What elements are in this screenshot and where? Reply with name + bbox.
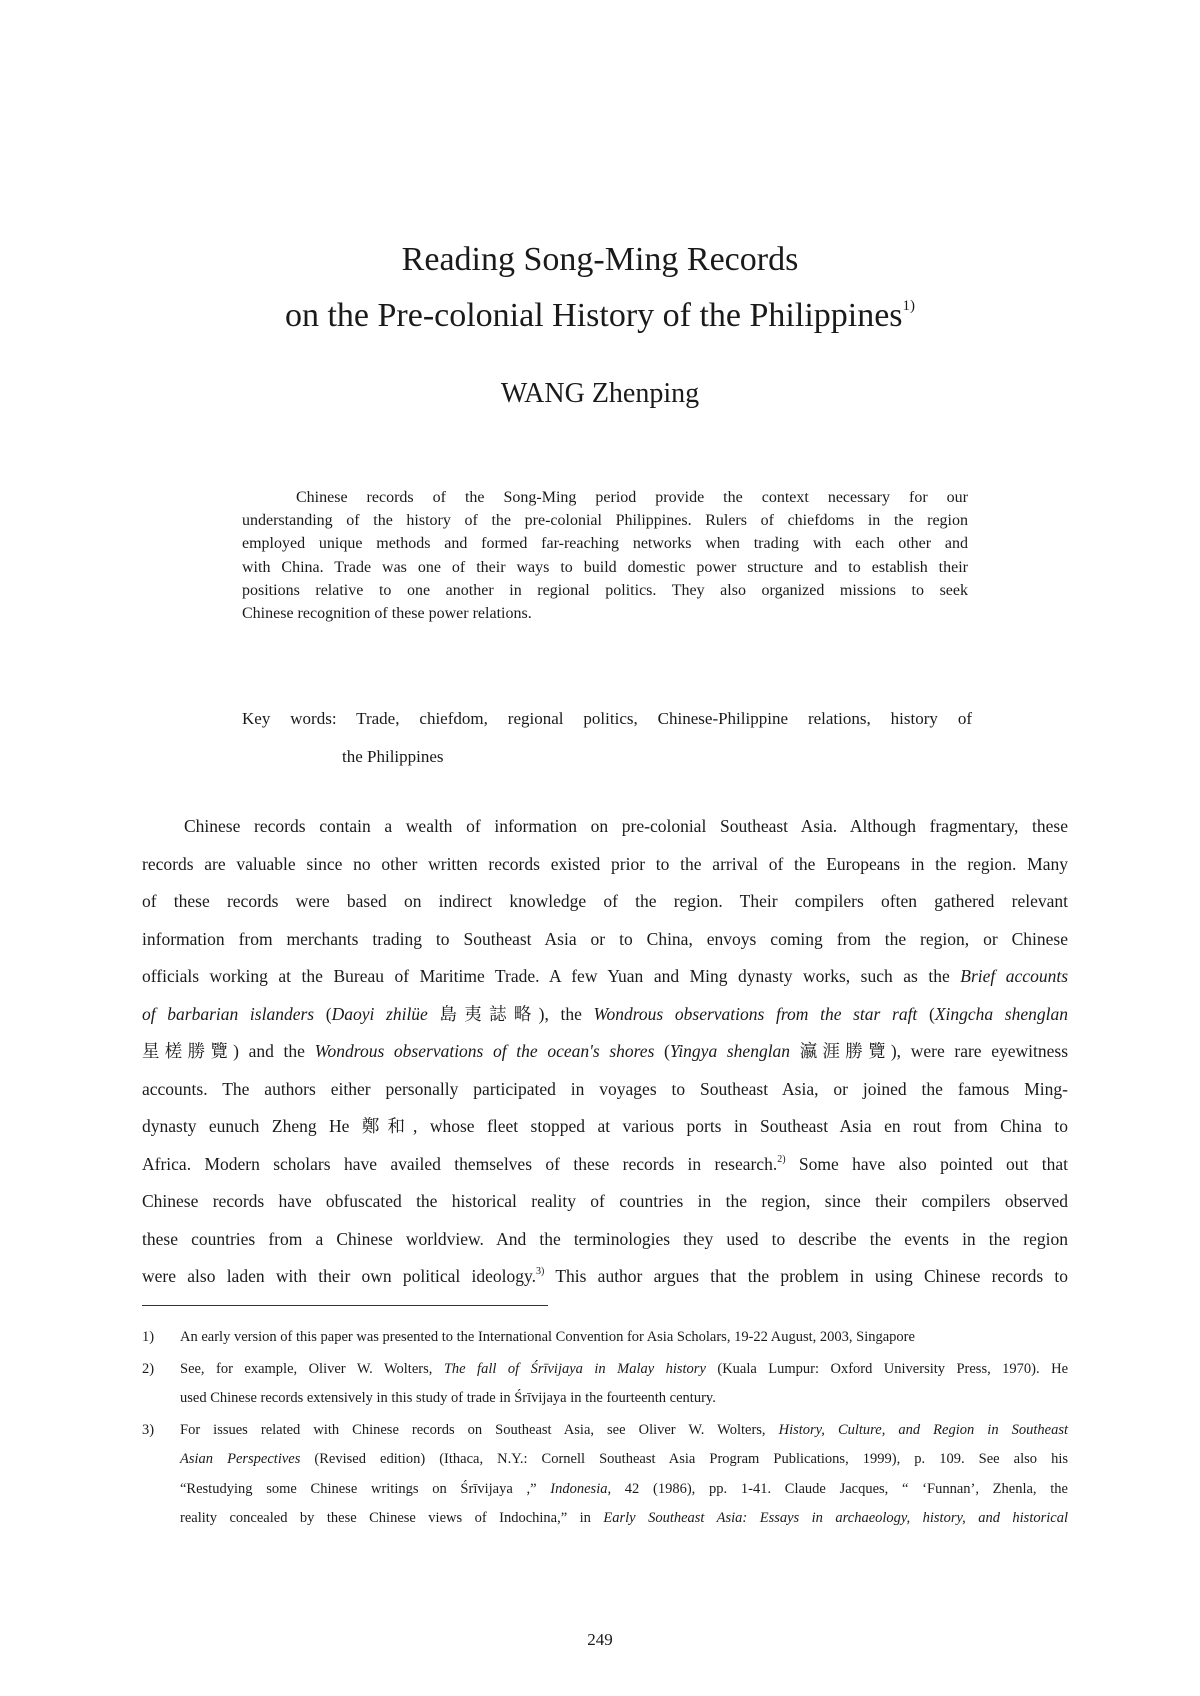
book-title: of barbarian islanders xyxy=(142,1003,315,1024)
body-text-run: This author argues that the problem in using Chinese records to xyxy=(544,1266,1069,1286)
abstract-line: understanding of the history of the pre-colonial Philippines. Rulers of chiefdoms in the region xyxy=(242,512,968,530)
book-title: The fall of Śrīvijaya in Malay history xyxy=(443,1360,706,1377)
book-title: History, Culture, and Region in Southeast xyxy=(778,1421,1068,1438)
footnote-text-run: , 42 (1986), pp. 1-41. Claude Jacques, “ ‘Funnan’, Zhenla, the xyxy=(607,1480,1068,1497)
body-text-run: Some have also pointed out that xyxy=(785,1153,1068,1174)
body-text-run: officials working at the Bureau of Maritime Trade. A few Yuan and Ming dynasty works, such as the xyxy=(142,966,961,986)
footnote-2 xyxy=(142,1355,1068,1414)
book-title: Brief accounts xyxy=(960,966,1069,986)
page-number: 249 xyxy=(587,1630,613,1649)
footnote-line: used Chinese records extensively in this study of trade in Śrīvijaya in the fourteenth century. xyxy=(180,1390,716,1406)
book-title: Early Southeast Asia: Essays in archaeology, history, and historical xyxy=(603,1510,1068,1526)
keywords xyxy=(242,700,972,776)
body-text-run: Africa. Modern scholars have availed themselves of these records in research. xyxy=(142,1153,778,1174)
book-romanization: Yingya shenglan xyxy=(669,1041,791,1061)
body-line xyxy=(142,1146,1068,1184)
abstract-line: employed unique methods and formed far-reaching networks when trading with each other and xyxy=(242,535,968,553)
book-title: Asian Perspectives xyxy=(180,1451,301,1467)
body-text-run: 島夷誌略), the xyxy=(427,1003,594,1024)
footnote-divider xyxy=(142,1305,548,1306)
body-line: accounts. The authors either personally participated in voyages to Southeast Asia, or joined the famous Ming- xyxy=(142,1078,1068,1099)
paper-title-line-2 xyxy=(120,288,1080,344)
abstract-line: with China. Trade was one of their ways to build domestic power structure and to establish their xyxy=(242,558,968,576)
body-line: information from merchants trading to Southeast Asia or to China, envoys coming from the region, or Chinese xyxy=(142,928,1068,949)
footnote-line xyxy=(180,1416,1068,1446)
body-text-run: ( xyxy=(654,1041,670,1061)
body-line xyxy=(142,1258,1068,1296)
footnote-line xyxy=(180,1445,1068,1475)
body-text-run: ( xyxy=(314,1003,332,1024)
footnote-line xyxy=(180,1504,1068,1534)
footnote-text-run: (Kuala Lumpur: Oxford University Press, 1970). He xyxy=(705,1360,1068,1377)
footnote-text-run: For issues related with Chinese records on Southeast Asia, see Oliver W. Wolters, xyxy=(180,1421,779,1438)
body-line: of these records were based on indirect knowledge of the region. Their compilers often gathered relevant xyxy=(142,891,1068,911)
body-line: records are valuable since no other written records existed prior to the arrival of the Europeans in the region. Many xyxy=(142,853,1068,874)
body-line: Chinese records contain a wealth of information on pre-colonial Southeast Asia. Although fragmentary, these xyxy=(184,816,1068,836)
footnote-line xyxy=(180,1355,1068,1385)
body-line xyxy=(142,958,1068,996)
paper-title-line-1 xyxy=(120,232,1080,288)
body-line: Chinese records have obfuscated the historical reality of countries in the region, since their compilers observed xyxy=(142,1191,1068,1211)
book-title: Wondrous observations of the ocean's shores xyxy=(314,1041,655,1061)
footnote-text-run: See, for example, Oliver W. Wolters, xyxy=(180,1360,444,1377)
book-title: Wondrous observations from the star raft xyxy=(593,1003,918,1024)
abstract xyxy=(242,486,968,625)
body-text-run: 瀛涯勝覽), were rare eyewitness xyxy=(790,1041,1069,1061)
footnote-text-run: “Restudying some Chinese writings on Śrīvijaya ,” xyxy=(180,1480,551,1497)
keywords-line-2: the Philippines xyxy=(342,747,444,766)
footnote-number: 1) xyxy=(142,1329,155,1345)
body-text-run: were also laden with their own political ideology. xyxy=(142,1266,537,1286)
body-line: dynasty eunuch Zheng He 鄭和, whose fleet stopped at various ports in Southeast Asia en rout from China to xyxy=(142,1116,1068,1136)
footnote-text-run: reality concealed by these Chinese views of Indochina,” in xyxy=(180,1510,604,1526)
book-romanization: Daoyi zhilüe xyxy=(331,1003,428,1024)
footnote-number: 2) xyxy=(142,1360,155,1377)
body-line: these countries from a Chinese worldview. And the terminologies they used to describe the events in the region xyxy=(142,1228,1068,1249)
footnote-number: 3) xyxy=(142,1421,155,1438)
title-text-2: on the Pre-colonial History of the Philippines xyxy=(284,297,903,334)
footnote-3 xyxy=(142,1416,1068,1534)
abstract-line: Chinese records of the Song-Ming period provide the context necessary for our xyxy=(296,489,968,506)
footnote-text-run: (Revised edition) (Ithaca, N.Y.: Cornell Southeast Asia Program Publications, 1999), p. 109. See also his xyxy=(300,1451,1068,1467)
body-paragraph xyxy=(142,808,1068,1296)
body-line xyxy=(142,1033,1068,1071)
abstract-line: Chinese recognition of these power relations. xyxy=(242,605,532,623)
footnote-ref-2[interactable]: 2) xyxy=(777,1153,786,1165)
footnote-line xyxy=(180,1475,1068,1505)
book-romanization: Xingcha shenglan xyxy=(934,1003,1068,1024)
author-name: WANG Zhenping xyxy=(500,378,700,409)
footnote-1 xyxy=(142,1323,1068,1353)
body-text-run: ( xyxy=(917,1003,935,1024)
title-footnote-ref[interactable]: 1) xyxy=(902,298,916,314)
footnote-ref-3[interactable]: 3) xyxy=(536,1266,545,1277)
abstract-line: positions relative to one another in regional politics. They also organized missions to seek xyxy=(242,581,968,599)
title-text-1: Reading Song-Ming Records xyxy=(401,241,799,278)
footnotes xyxy=(142,1323,1068,1536)
journal-title: Indonesia xyxy=(550,1480,608,1497)
body-line xyxy=(142,996,1068,1034)
footnote-line: An early version of this paper was presented to the International Convention for Asia Scholars, 19-22 August, 2003, Singapore xyxy=(180,1329,915,1345)
keywords-line-1: Key words: Trade, chiefdom, regional politics, Chinese-Philippine relations, history of xyxy=(242,709,972,728)
body-text-run: 星槎勝覽) and the xyxy=(142,1041,315,1061)
